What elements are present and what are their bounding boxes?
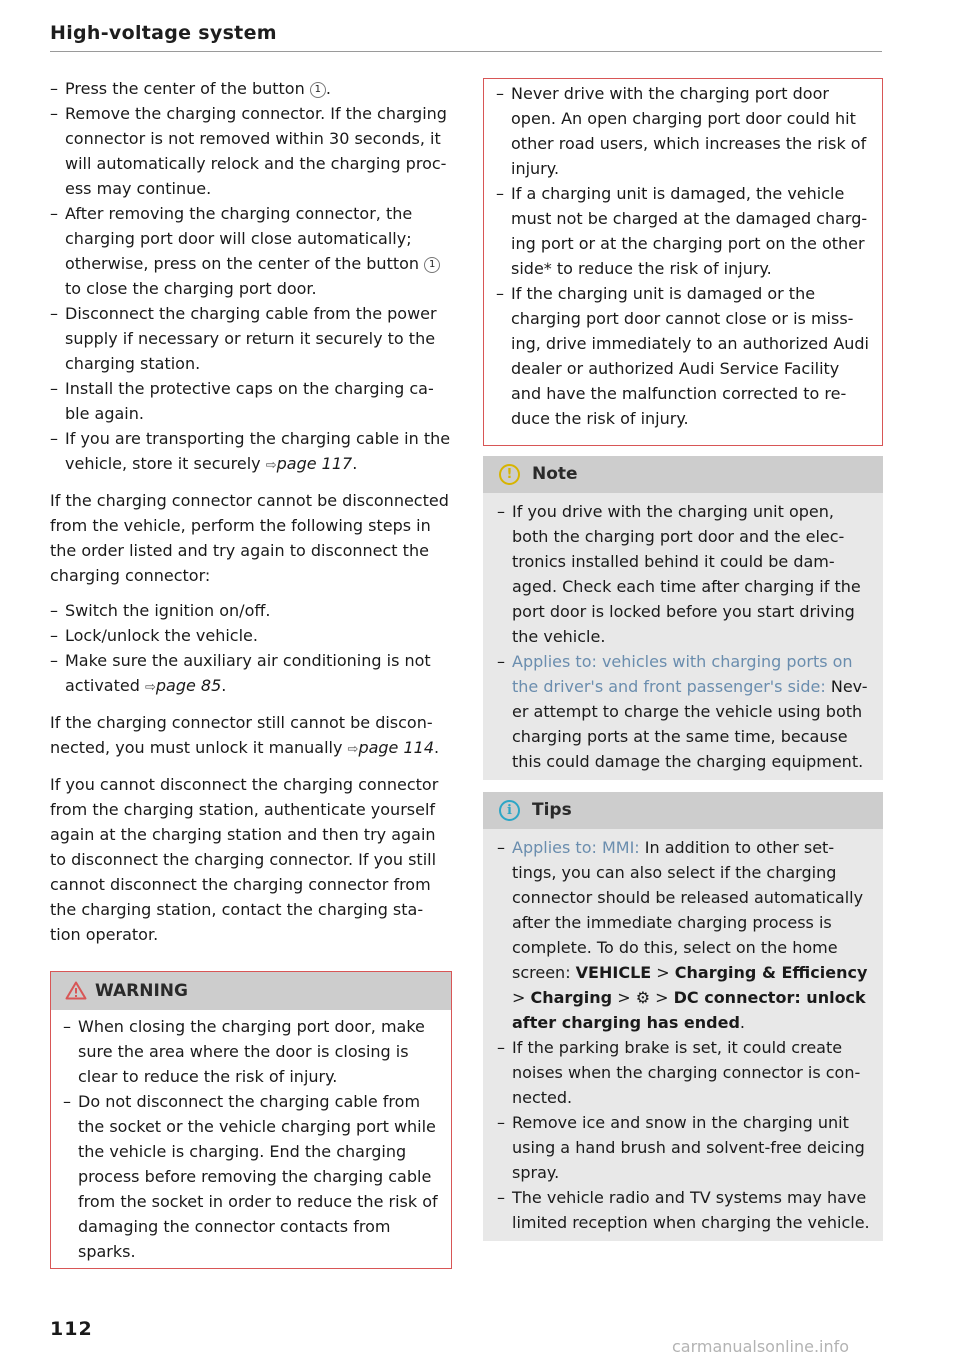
retry-steps-list xyxy=(50,598,452,700)
tips-box xyxy=(483,792,883,1241)
callout-1-icon: 1 xyxy=(424,257,440,273)
warning-box xyxy=(50,971,452,1269)
list-item: – If you drive with the charging unit open, both the charging port door and the elec-tronics installed behind it could be dam-aged. Check each time after charging if the port door is locked before you start driving the vehicle. xyxy=(497,499,873,649)
exclamation-circle-icon: ! xyxy=(499,464,520,485)
list-item: – If you are transporting the charging cable in the vehicle, store it securely ⇨page 117. xyxy=(50,426,452,478)
header-divider xyxy=(50,51,882,52)
warning-triangle-icon xyxy=(65,976,87,1014)
page-ref-arrow-icon: ⇨ xyxy=(265,458,277,473)
list-item: – Applies to: MMI: In addition to other set-tings, you can also select if the charging connector should be released automatically after the immediate charging process is complete. To do this, select on the home screen: VEHICLE > Charging & Efficiency > Charging > ⚙ > DC connector: unlock after charging has ended. xyxy=(497,835,873,1035)
tips-list xyxy=(497,835,873,1235)
warning-header xyxy=(51,972,451,1010)
list-item: – After removing the charging connector, the charging port door will close automatically; otherwise, press on the center of the button 1 to close the charging port door. xyxy=(50,201,452,301)
paragraph: If you cannot disconnect the charging connector from the charging station, authenticate yourself again at the charging station and then try again to disconnect the charging connector. If you still cannot disconnect the charging connector from the charging station, contact the charging sta-tion operator. xyxy=(50,775,439,944)
page-number: 112 xyxy=(50,1318,93,1340)
note-body xyxy=(483,493,883,780)
note-list xyxy=(497,499,873,774)
menu-path-charging-efficiency: Charging & Efficiency xyxy=(674,963,868,982)
page-header-title: High-voltage system xyxy=(50,22,277,44)
watermark-text: carmanualsonline.info xyxy=(672,1337,850,1356)
page-ref-arrow-icon: ⇨ xyxy=(347,742,359,757)
list-item: – Applies to: vehicles with charging ports on the driver's and front passenger's side: Nev-er attempt to charge the vehicle using both charging ports at the same time, because this could damage the charging equipment. xyxy=(497,649,873,774)
menu-path-vehicle: VEHICLE xyxy=(575,963,652,982)
list-item: – If the parking brake is set, it could create noises when the charging connector is con-nected. xyxy=(497,1035,873,1110)
list-item: – Do not disconnect the charging cable from the socket or the vehicle charging port while the vehicle is charging. End the charging process before removing the charging cable from the socket in order to reduce the risk of damaging the connector contacts from sparks. xyxy=(63,1089,441,1264)
warning-list xyxy=(496,81,872,431)
list-item: – Disconnect the charging cable from the power supply if necessary or return it securely to the charging station. xyxy=(50,301,452,376)
note-box xyxy=(483,456,883,780)
right-column xyxy=(483,78,883,1241)
note-title: Note xyxy=(532,464,578,484)
info-circle-icon: i xyxy=(499,800,520,821)
list-item: – Make sure the auxiliary air conditioning is not activated ⇨page 85. xyxy=(50,648,452,700)
list-item: – Install the protective caps on the charging ca-ble again. xyxy=(50,376,452,426)
page-ref-arrow-icon: ⇨ xyxy=(144,680,156,695)
tips-body xyxy=(483,829,883,1241)
list-item: – If the charging unit is damaged or the charging port door cannot close or is miss-ing, drive immediately to an authorized Audi dealer or authorized Audi Service Facility and have the malfunction corrected to re-duce the risk of injury. xyxy=(496,281,872,431)
list-item: – Lock/unlock the vehicle. xyxy=(50,623,452,648)
list-item: – Switch the ignition on/off. xyxy=(50,598,452,623)
callout-1-icon: 1 xyxy=(310,82,326,98)
list-item: – If a charging unit is damaged, the vehicle must not be charged at the damaged charg-ing port or at the charging port on the other side* to reduce the risk of injury. xyxy=(496,181,872,281)
tips-title: Tips xyxy=(532,800,572,820)
warning-title: WARNING xyxy=(95,981,188,1001)
list-item: – The vehicle radio and TV systems may have limited reception when charging the vehicle. xyxy=(497,1185,873,1235)
list-item: – Remove the charging connector. If the charging connector is not removed within 30 seconds, it will automatically relock and the charging proc-ess may continue. xyxy=(50,101,452,201)
page-ref-link[interactable]: page 85 xyxy=(155,676,222,695)
page-ref-link[interactable]: page 114 xyxy=(358,738,435,757)
menu-path-dc-connector: DC connector: unlock after charging has ended xyxy=(512,988,866,1032)
list-item: – When closing the charging port door, make sure the area where the door is closing is clear to reduce the risk of injury. xyxy=(63,1014,441,1089)
list-item: – Remove ice and snow in the charging unit using a hand brush and solvent-free deicing spray. xyxy=(497,1110,873,1185)
warning-list xyxy=(63,1014,441,1264)
list-item: – Press the center of the button 1 . xyxy=(50,76,452,101)
unlock-steps-list xyxy=(50,76,452,478)
paragraph: If the charging connector still cannot be discon-nected, you must unlock it manually ⇨page 114. xyxy=(50,713,440,757)
warning-body xyxy=(51,1010,451,1268)
note-header xyxy=(483,456,883,493)
applies-to-label: Applies to: MMI: xyxy=(512,838,640,857)
warning-box-continued xyxy=(483,78,883,446)
list-item: – Never drive with the charging port door open. An open charging port door could hit other road users, which increases the risk of injury. xyxy=(496,81,872,181)
tips-header xyxy=(483,792,883,829)
applies-to-label: Applies to: vehicles with charging ports on the driver's and front passenger's side: xyxy=(512,652,853,696)
gear-icon: ⚙ xyxy=(635,988,651,1007)
page-ref-link[interactable]: page 117 xyxy=(276,454,353,473)
menu-path-charging: Charging xyxy=(530,988,613,1007)
paragraph: If the charging connector cannot be disconnected from the vehicle, perform the following steps in the order listed and try again to disconnect the charging connector: xyxy=(50,491,449,585)
left-column xyxy=(50,76,452,1269)
